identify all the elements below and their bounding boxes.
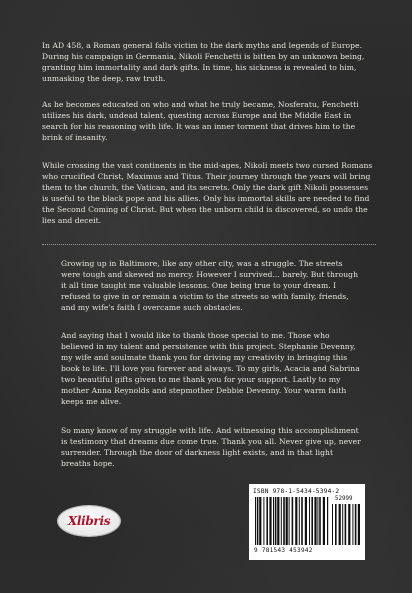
author-bio-paragraph-2: And saying that I would like to thank those special to me. Those who believed in my talent and persistence with this project. Stephanie Devenny, my wife and soulmate thank you for driving my creativity in bringing this book to life. I'll love you forever and always. To my girls, Acacia and Sabrina two beautiful gifts given to me thank you for your support. Lastly to my mother Anna Reynolds and stepmother Debbie Devenny. Your warm faith keeps me alive. xyxy=(61,331,360,406)
barcode-number: 9 781543 453942 xyxy=(254,547,313,554)
author-bio-paragraph-3: So many know of my struggle with life. And witnessing this accomplishment is testimony that dreams due come true. Thank you all. Never give up, never surrender. Through the door of darkness light exists, and in that light breaths hope. xyxy=(61,426,361,468)
publisher-logo xyxy=(58,506,120,536)
publisher-logo-text: Xlibris xyxy=(67,514,111,528)
price-addon-number: 52999 xyxy=(335,496,353,502)
summary-paragraph-3: While crossing the vast continents in the mid-ages, Nikoli meets two cursed Romans who crucified Christ, Maximus and Titus. Their journey through the years will bring them to the church, the Vatican, and its secrets. Only the dark gift Nikoli possesses is useful to the black pope and his allies. Only his immortal skills are needed to find the Second Coming of Christ. But when the unborn child is discovered, so undo the lies and deceit. xyxy=(42,161,373,225)
price-addon-barcode-icon xyxy=(332,504,360,545)
summary-paragraph-1: In AD 458, a Roman general falls victim to the dark myths and legends of Europe. During his campaign in Germania, Nikoli Fenchetti is bitten by an unknown being, granting him immortality and dark gifts. In time, his sickness is revealed to him, unmasking the deep, raw truth. xyxy=(42,41,365,83)
isbn-barcode-icon xyxy=(255,497,329,545)
isbn-label: ISBN 978-1-5434-5394-2 xyxy=(253,488,340,495)
author-bio-paragraph-1: Growing up in Baltimore, like any other city, was a struggle. The streets were tough and skewed no mercy. However I survived... barely. But through it all time taught me valuable lessons. One being true to your dream. I refused to give in or remain a victim to the streets so with family, friends, and my wife's faith I overcame such obstacles. xyxy=(61,259,359,312)
barcode-block xyxy=(249,484,365,560)
dotted-divider xyxy=(42,244,376,245)
summary-paragraph-2: As he becomes educated on who and what he truly became, Nosferatu, Fenchetti utilizes his dark, undead talent, questing across Europe and the Middle East in search for his reasoning with life. It was an inner torment that drives him to the brink of insanity. xyxy=(42,100,359,142)
